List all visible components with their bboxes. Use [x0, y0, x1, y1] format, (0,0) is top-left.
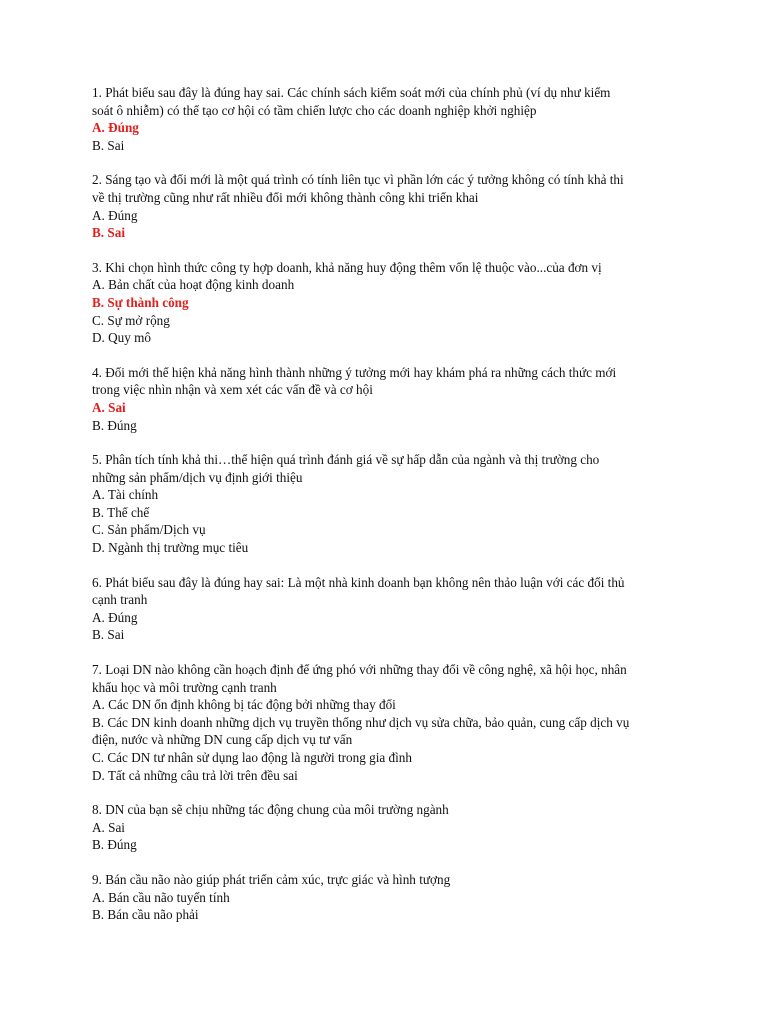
answer-option: D. Ngành thị trường mục tiêu — [92, 540, 249, 556]
answer-option: A. Tài chính — [92, 487, 159, 503]
question-text: cạnh tranh — [92, 592, 148, 608]
answer-option: B. Sai — [92, 137, 125, 153]
question-4 — [92, 364, 698, 434]
question-text: 7. Loại DN nào không cần hoạch định để ứng phó với những thay đổi về công nghệ, xã hội học, nhân — [92, 662, 627, 678]
question-9 — [92, 871, 698, 924]
answer-option: C. Các DN tư nhân sử dụng lao động là người trong gia đình — [92, 750, 412, 765]
answer-option: B. Đúng — [92, 837, 137, 853]
answer-option: điện, nước và những DN cung cấp dịch vụ tư vấn — [92, 732, 353, 748]
question-text: 1. Phát biểu sau đây là đúng hay sai. Các chính sách kiểm soát mới của chính phủ (ví dụ như kiểm — [92, 85, 611, 100]
question-text: 3. Khi chọn hình thức công ty hợp doanh, khả năng huy động thêm vốn lệ thuộc vào...của đơn vị — [92, 259, 602, 275]
answer-option: B. Các DN kinh doanh những dịch vụ truyền thống như dịch vụ sửa chữa, bảo quản, cung cấp dịch vụ — [92, 714, 630, 730]
answer-option: B. Thể chế — [92, 504, 150, 520]
answer-option-correct: B. Sai — [92, 225, 125, 241]
answer-option: C. Sản phẩm/Dịch vụ — [92, 522, 206, 538]
question-text: 5. Phân tích tính khả thi…thể hiện quá trình đánh giá về sự hấp dẫn của ngành và thị trường cho — [92, 452, 600, 468]
answer-option-correct: B. Sự thành công — [92, 294, 189, 310]
answer-option: B. Bán cầu não phải — [92, 907, 199, 923]
question-5 — [92, 451, 698, 557]
question-text: những sản phẩm/dịch vụ định giới thiệu — [92, 469, 303, 485]
answer-option: C. Sự mở rộng — [92, 312, 170, 328]
answer-option: B. Đúng — [92, 417, 137, 433]
answer-option-correct: A. Sai — [92, 399, 126, 415]
question-text: khẩu học và môi trường cạnh tranh — [92, 679, 277, 695]
answer-option: A. Các DN ổn định không bị tác động bởi những thay đổi — [92, 697, 396, 713]
answer-option: A. Đúng — [92, 609, 138, 625]
answer-option: B. Sai — [92, 627, 125, 643]
question-text: về thị trường cũng như rất nhiều đổi mới không thành công khi triển khai — [92, 189, 479, 205]
answer-option: A. Bản chất của hoạt động kinh doanh — [92, 277, 295, 293]
question-3 — [92, 259, 698, 347]
question-7 — [92, 661, 698, 784]
answer-option-correct: A. Đúng — [92, 120, 139, 136]
question-text: 8. DN của bạn sẽ chịu những tác động chung của môi trường ngành — [92, 802, 449, 818]
question-6 — [92, 574, 698, 644]
question-text: 9. Bán cầu não nào giúp phát triển cảm xúc, trực giác và hình tượng — [92, 871, 451, 887]
question-text: 6. Phát biểu sau đây là đúng hay sai: Là một nhà kinh doanh bạn không nên thảo luận với các đối thủ — [92, 574, 625, 590]
question-text: trong việc nhìn nhận và xem xét các vấn đề và cơ hội — [92, 382, 373, 398]
answer-option: A. Đúng — [92, 207, 138, 223]
answer-option: A. Bán cầu não tuyến tính — [92, 889, 230, 905]
question-2 — [92, 171, 698, 241]
question-text: soát ô nhiễm) có thể tạo cơ hội có tầm chiến lược cho các doanh nghiệp khởi nghiệp — [92, 102, 537, 118]
answer-option: D. Tất cả những câu trả lời trên đều sai — [92, 767, 298, 783]
question-8 — [92, 801, 698, 854]
question-text: 4. Đổi mới thể hiện khả năng hình thành những ý tưởng mới hay khám phá ra những cách thức mới — [92, 364, 617, 380]
question-text: 2. Sáng tạo và đổi mới là một quá trình có tính liên tục vì phần lớn các ý tưởng không có tính khả thi — [92, 172, 624, 188]
answer-option: A. Sai — [92, 819, 125, 835]
answer-option: D. Quy mô — [92, 330, 151, 346]
question-1 — [92, 84, 698, 154]
